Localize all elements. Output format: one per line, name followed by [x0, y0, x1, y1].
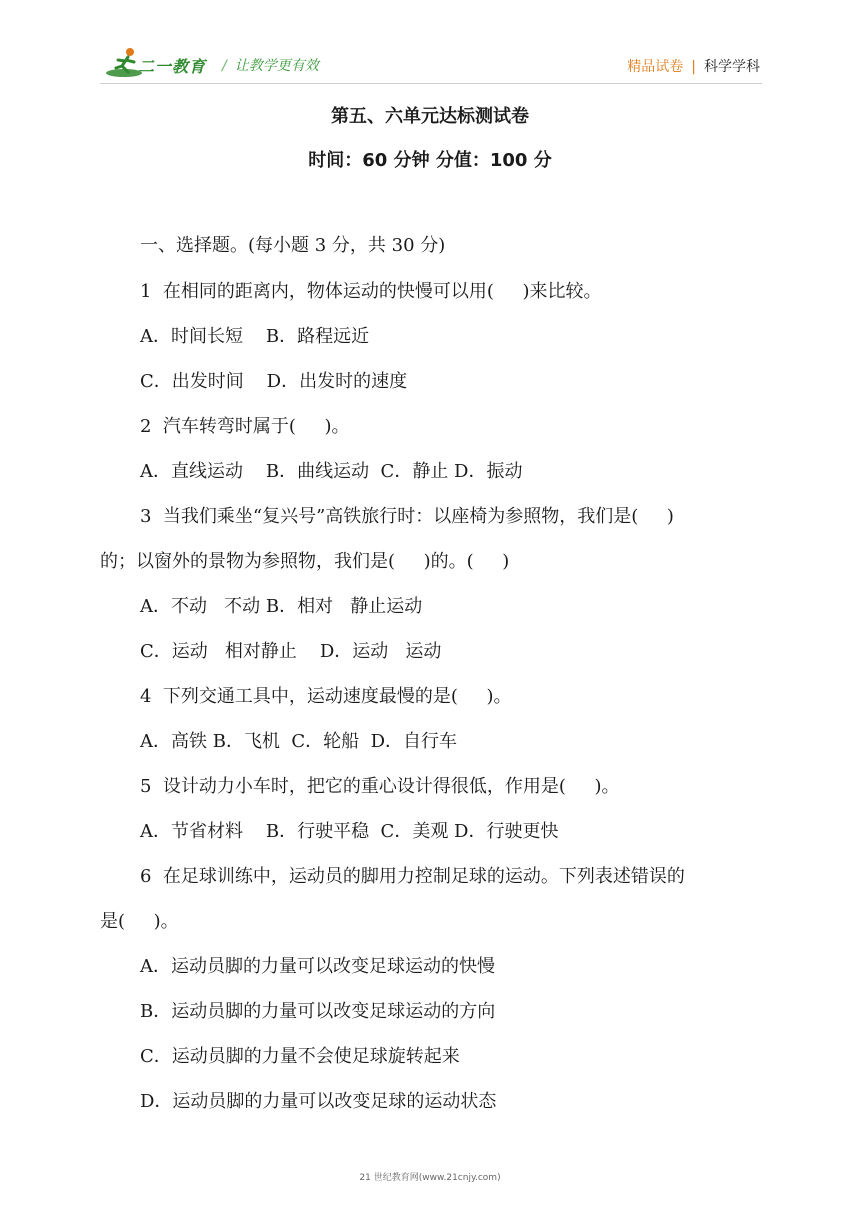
label-subject: 科学学科 — [704, 59, 760, 75]
question-1: 1 在相同的距离内，物体运动的快慢可以用( )来比较。 — [140, 281, 602, 302]
question-6-continued: 是( )。 — [100, 911, 179, 932]
question-5: 5 设计动力小车时，把它的重心设计得很低，作用是( )。 — [140, 776, 620, 797]
slogan-text: 让教学更有效 — [234, 58, 319, 74]
question-4: 4 下列交通工具中，运动速度最慢的是( )。 — [140, 686, 512, 707]
question-6-option-c: C．运动员脚的力量不会使足球旋转起来 — [140, 1046, 460, 1067]
question-3-options-ab: A．不动 不动 B．相对 静止运动 — [140, 596, 423, 617]
question-2: 2 汽车转弯时属于( )。 — [140, 416, 350, 437]
question-6-option-b: B．运动员脚的力量可以改变足球运动的方向 — [140, 1001, 496, 1022]
header-labels — [627, 56, 760, 76]
header-separator: | — [691, 59, 696, 75]
question-3-options-cd: C．运动 相对静止 D．运动 运动 — [140, 641, 442, 662]
question-5-options: A．节省材料 B．行驶平稳 C．美观 D．行驶更快 — [140, 821, 559, 842]
header-divider — [100, 83, 762, 84]
exam-info: 时间：60 分钟 分值：100 分 — [308, 150, 552, 171]
question-6-option-d: D．运动员脚的力量可以改变足球的运动状态 — [140, 1091, 497, 1112]
question-3: 3 当我们乘坐“复兴号”高铁旅行时：以座椅为参照物，我们是( ) — [140, 506, 674, 527]
question-2-options: A．直线运动 B．曲线运动 C．静止 D．振动 — [140, 461, 523, 482]
slogan: / 让教学更有效 — [222, 58, 319, 74]
question-3-continued: 的；以窗外的景物为参照物，我们是( )的。( ) — [100, 551, 510, 572]
question-6: 6 在足球训练中，运动员的脚用力控制足球的运动。下列表述错误的 — [140, 866, 685, 887]
section-heading: 一、选择题。(每小题 3 分，共 30 分) — [140, 235, 446, 256]
page-header — [0, 0, 860, 90]
question-4-options: A．高铁 B．飞机 C．轮船 D．自行车 — [140, 731, 458, 752]
label-premium-exam: 精品试卷 — [627, 59, 684, 75]
logo-text: 二一教育 — [138, 57, 207, 76]
page-title: 第五、六单元达标测试卷 — [331, 106, 529, 127]
question-1-options-cd: C．出发时间 D．出发时的速度 — [140, 371, 408, 392]
footer-source: 21 世纪教育网(www.21cnjy.com) — [359, 1173, 501, 1183]
question-1-options-ab: A．时间长短 B．路程远近 — [140, 326, 370, 347]
question-6-option-a: A．运动员脚的力量可以改变足球运动的快慢 — [140, 956, 495, 977]
